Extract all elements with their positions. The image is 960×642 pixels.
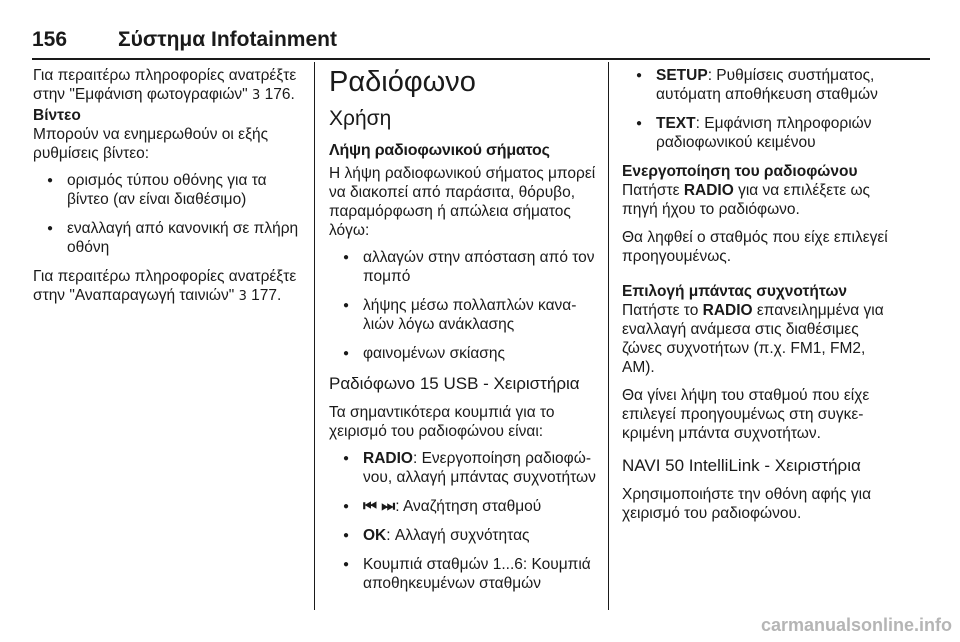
paragraph: Για περαιτέρω πληροφορίες ανατρέξτε στην "Εμφάνιση φωτογραφιών" 3 176.: [33, 67, 297, 103]
bullet-list: [33, 171, 303, 257]
paragraph: Θα ληφθεί ο σταθμός που είχε επιλεγεί προηγουμένως.: [622, 229, 888, 265]
section-heading: Ενεργοποίηση του ραδιοφώνου: [622, 163, 858, 180]
column-divider: [608, 62, 609, 610]
key-label: TEXT: [656, 115, 696, 132]
page-number: 156: [32, 28, 68, 51]
column-2: [329, 66, 597, 603]
header-rule: [32, 58, 930, 60]
list-item: ● RADIO: Ενεργοποίηση ραδιοφώνου, αλλαγή μπάντας συχνοτήτων: [329, 449, 597, 487]
page-ref-icon: 3: [251, 88, 261, 103]
column-3: [622, 66, 892, 532]
key-label: RADIO: [683, 182, 734, 199]
paragraph: Θα γίνει λήψη του σταθμού που είχε επιλεγεί προηγουμένως στη συγκεκριμένη μπάντα συχνοτήτων.: [622, 387, 870, 442]
chapter-heading: Ραδιόφωνο: [329, 66, 476, 98]
bullet-list: [329, 449, 597, 593]
subsection-heading: Λήψη ραδιοφωνικού σήματος: [329, 142, 550, 159]
paragraph: Για περαιτέρω πληροφορίες ανατρέξτε στην "Αναπαραγωγή ταινιών" 3 177.: [33, 268, 297, 304]
list-item: ● TEXT: Εμφάνιση πληροφοριών ραδιοφωνικού κειμένου: [622, 114, 892, 152]
bullet-list: [329, 248, 597, 363]
list-item: ● Κουμπιά σταθμών 1...6: Κουμπιά αποθηκευμένων σταθμών: [329, 555, 597, 593]
paragraph: Χρησιμοποιήστε την οθόνη αφής για χειρισμό του ραδιοφώνου.: [622, 486, 872, 522]
page-ref-icon: 3: [238, 289, 247, 304]
subsection-heading: NAVI 50 IntelliLink - Χειριστήρια: [622, 456, 861, 475]
key-label: RADIO: [702, 302, 753, 319]
section-heading: Επιλογή μπάντας συχνοτήτων: [622, 283, 848, 300]
paragraph: Πατήστε RADIO για να επιλέξετε ως πηγή ήχου το ραδιόφωνο.: [622, 182, 871, 218]
subsection-heading: Ραδιόφωνο 15 USB - Χειριστήρια: [329, 374, 580, 393]
column-1: [33, 66, 303, 315]
key-label: SETUP: [656, 67, 708, 84]
paragraph: Τα σημαντικότερα κουμπιά για το χειρισμό του ραδιοφώνου είναι:: [329, 404, 555, 440]
watermark: carmanualsonline.info: [760, 615, 952, 635]
list-item: ● OK: Αλλαγή συχνότητας: [329, 526, 597, 545]
paragraph: Η λήψη ραδιοφωνικού σήματος μπορεί να διακοπεί από παράσιτα, θόρυβο, παραμόρφωση ή απώλεια σήματος λόγω:: [329, 165, 596, 239]
list-item: ● SETUP: Ρυθμίσεις συστήματος, αυτόματη αποθήκευση σταθμών: [622, 66, 892, 104]
paragraph: Πατήστε το RADIO επανειλημμένα για εναλλαγή ανάμεσα στις διαθέσιμες ζώνες συχνοτήτων (π.χ. FM1, FM2, AM).: [622, 302, 884, 376]
list-item: ● ορισμός τύπου οθόνης για τα βίντεο (αν είναι διαθέσιμο): [33, 171, 303, 209]
key-label: OK: [363, 527, 387, 544]
list-item: ● εναλλαγή από κανονική σε πλήρη οθόνη: [33, 219, 303, 257]
key-label: RADIO: [363, 450, 413, 467]
section-heading: Βίντεο: [33, 107, 81, 124]
list-item: ● ⏮ ⏭: Αναζήτηση σταθμού: [329, 497, 597, 516]
list-item: ● λήψης μέσω πολλαπλών καναλιών λόγω ανάκλασης: [329, 296, 597, 334]
page-title: Σύστημα Infotainment: [118, 28, 337, 51]
list-item: ● φαινομένων σκίασης: [329, 344, 597, 363]
paragraph: Μπορούν να ενημερωθούν οι εξής ρυθμίσεις βίντεο:: [33, 126, 269, 162]
seek-icon: ⏮ ⏭: [363, 498, 396, 515]
page-header: [32, 22, 930, 62]
section-heading: Χρήση: [329, 107, 392, 130]
list-item: ● αλλαγών στην απόσταση από τον πομπό: [329, 248, 597, 286]
column-divider: [314, 62, 315, 610]
bullet-list: [622, 66, 892, 152]
